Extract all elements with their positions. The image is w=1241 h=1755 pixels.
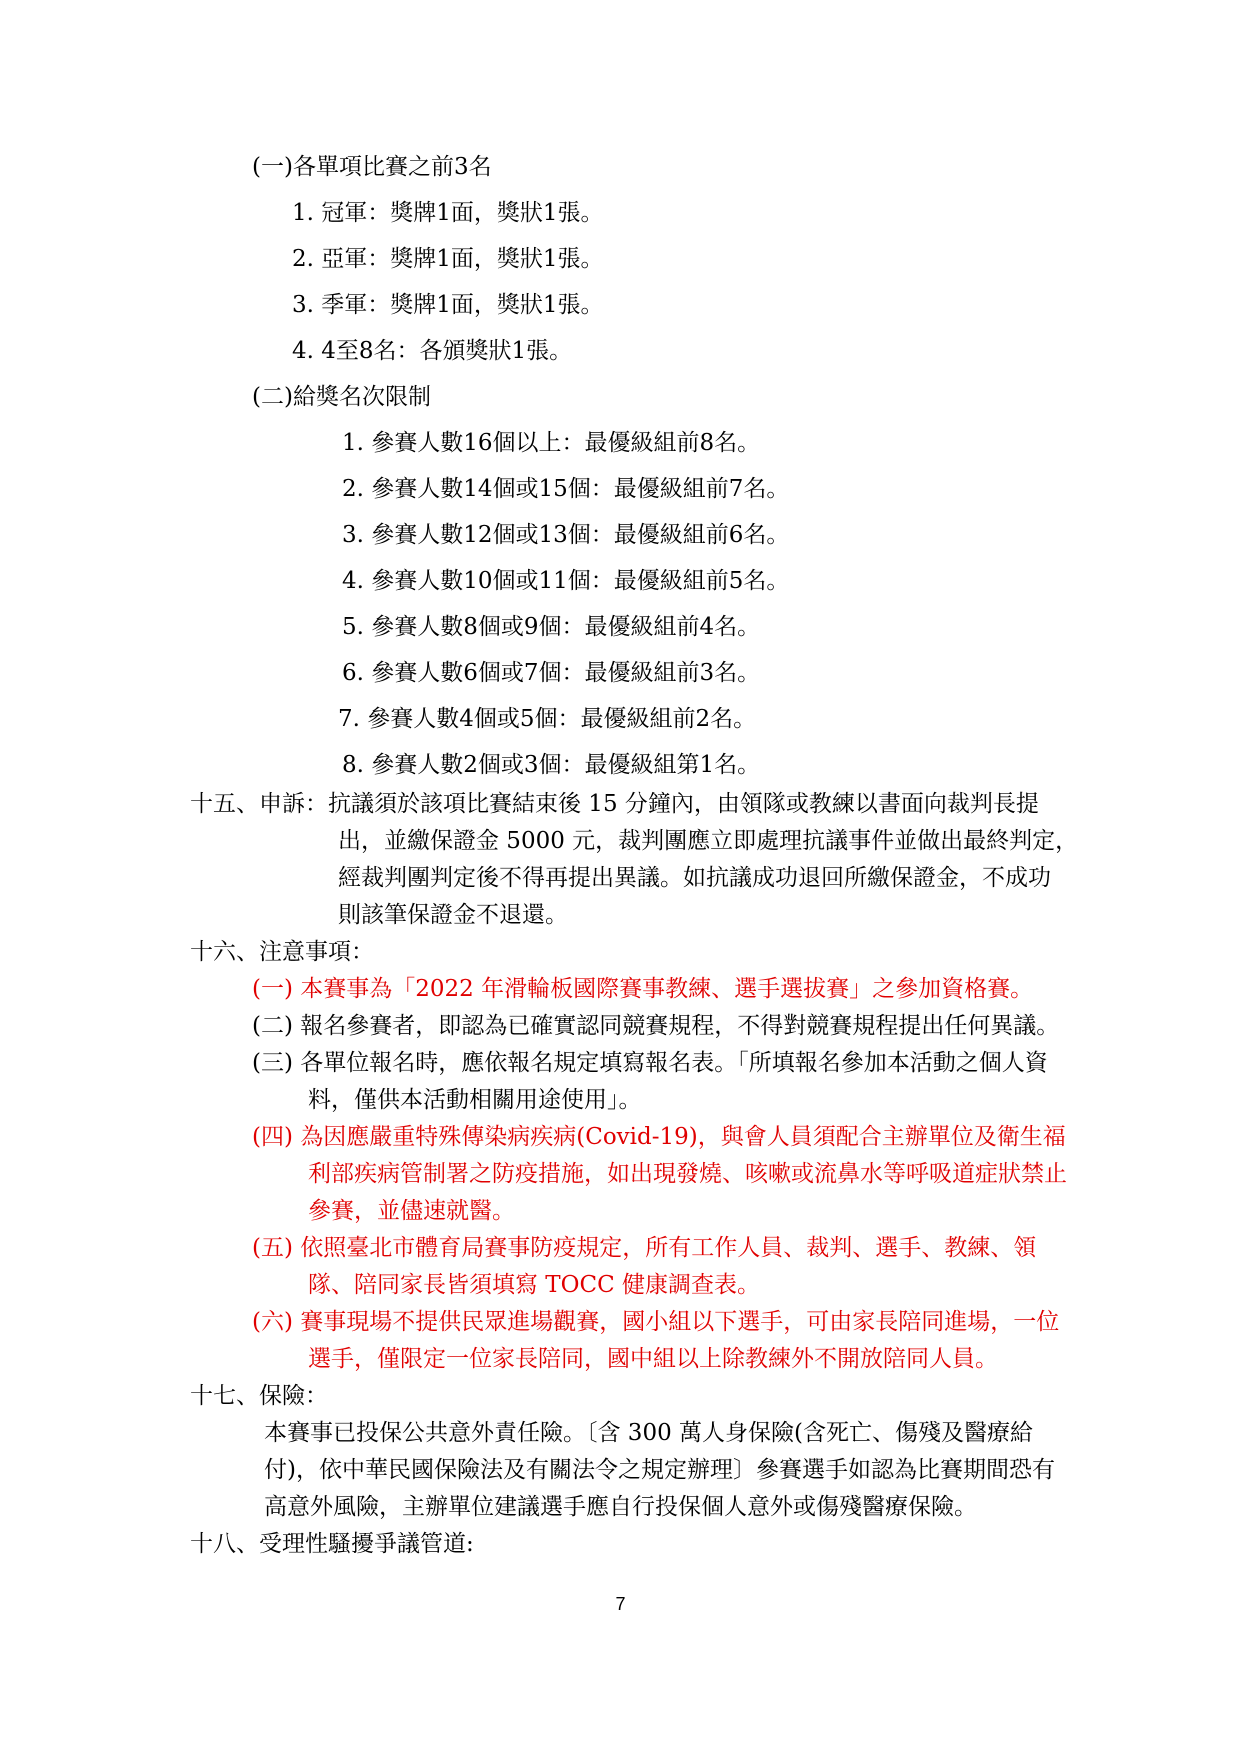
limit-item: 3. 參賽人數12個或13個：最優級組前6名。 [342, 522, 790, 548]
appeal-line: 十五、申訴：抗議須於該項比賽結束後 15 分鐘內，由領隊或教練以書面向裁判長提 [190, 791, 1039, 817]
limit-item: 7. 參賽人數4個或5個：最優級組前2名。 [338, 706, 757, 732]
note-line: (三) 各單位報名時，應依報名規定填寫報名表。「所填報名參加本活動之個人資 [252, 1050, 1048, 1076]
note-line: 料，僅供本活動相關用途使用」。 [308, 1087, 642, 1113]
note-line: 隊、陪同家長皆須填寫 TOCC 健康調查表。 [308, 1272, 761, 1298]
note-line: 選手，僅限定一位家長陪同，國中組以上除教練外不開放陪同人員。 [308, 1346, 998, 1372]
note-line: 利部疾病管制署之防疫措施，如出現發燒、咳嗽或流鼻水等呼吸道症狀禁止 [308, 1161, 1067, 1187]
notes-heading: 十六、注意事項： [190, 939, 374, 965]
limit-item: 4. 參賽人數10個或11個：最優級組前5名。 [342, 568, 790, 594]
limits-heading: (二)給獎名次限制 [252, 384, 431, 410]
award-item: 4. 4至8名：各頒獎狀1張。 [292, 338, 573, 364]
insurance-line: 本賽事已投保公共意外責任險。〔含 300 萬人身保險(含死亡、傷殘及醫療給 [264, 1420, 1033, 1446]
appeal-line: 經裁判團判定後不得再提出異議。如抗議成功退回所繳保證金，不成功 [338, 865, 1051, 891]
appeal-line: 則該筆保證金不退還。 [338, 902, 568, 928]
limit-item: 8. 參賽人數2個或3個：最優級組第1名。 [342, 752, 761, 778]
limit-item: 2. 參賽人數14個或15個：最優級組前7名。 [342, 476, 790, 502]
award-item: 2. 亞軍：獎牌1面，獎狀1張。 [292, 246, 604, 272]
note-line: (一) 本賽事為「2022 年滑輪板國際賽事教練、選手選拔賽」之參加資格賽。 [252, 976, 1034, 1002]
award-item: 1. 冠軍：獎牌1面，獎狀1張。 [292, 200, 604, 226]
page-number: 7 [615, 1594, 626, 1614]
limit-item: 6. 參賽人數6個或7個：最優級組前3名。 [342, 660, 761, 686]
insurance-heading: 十七、保險： [190, 1383, 328, 1409]
limit-item: 5. 參賽人數8個或9個：最優級組前4名。 [342, 614, 761, 640]
insurance-line: 高意外風險，主辦單位建議選手應自行投保個人意外或傷殘醫療保險。 [264, 1494, 977, 1520]
award-item: 3. 季軍：獎牌1面，獎狀1張。 [292, 292, 604, 318]
awards-heading: (一)各單項比賽之前3名 [252, 154, 492, 180]
insurance-line: 付)，依中華民國保險法及有關法令之規定辦理〕參賽選手如認為比賽期間恐有 [264, 1457, 1055, 1483]
note-line: (五) 依照臺北市體育局賽事防疫規定，所有工作人員、裁判、選手、教練、領 [252, 1235, 1037, 1261]
limit-item: 1. 參賽人數16個以上：最優級組前8名。 [342, 430, 761, 456]
note-line: (二) 報名參賽者，即認為已確實認同競賽規程，不得對競賽規程提出任何異議。 [252, 1013, 1060, 1039]
harassment-heading: 十八、受理性騷擾爭議管道: [190, 1531, 474, 1557]
note-line: (六) 賽事現場不提供民眾進場觀賽，國小組以下選手，可由家長陪同進場，一位 [252, 1309, 1060, 1335]
note-line: 參賽，並儘速就醫。 [308, 1198, 515, 1224]
note-line: (四) 為因應嚴重特殊傳染病疾病(Covid-19)，與會人員須配合主辦單位及衛生福 [252, 1124, 1066, 1150]
appeal-line: 出，並繳保證金 5000 元，裁判團應立即處理抗議事件並做出最終判定， [338, 828, 1079, 854]
